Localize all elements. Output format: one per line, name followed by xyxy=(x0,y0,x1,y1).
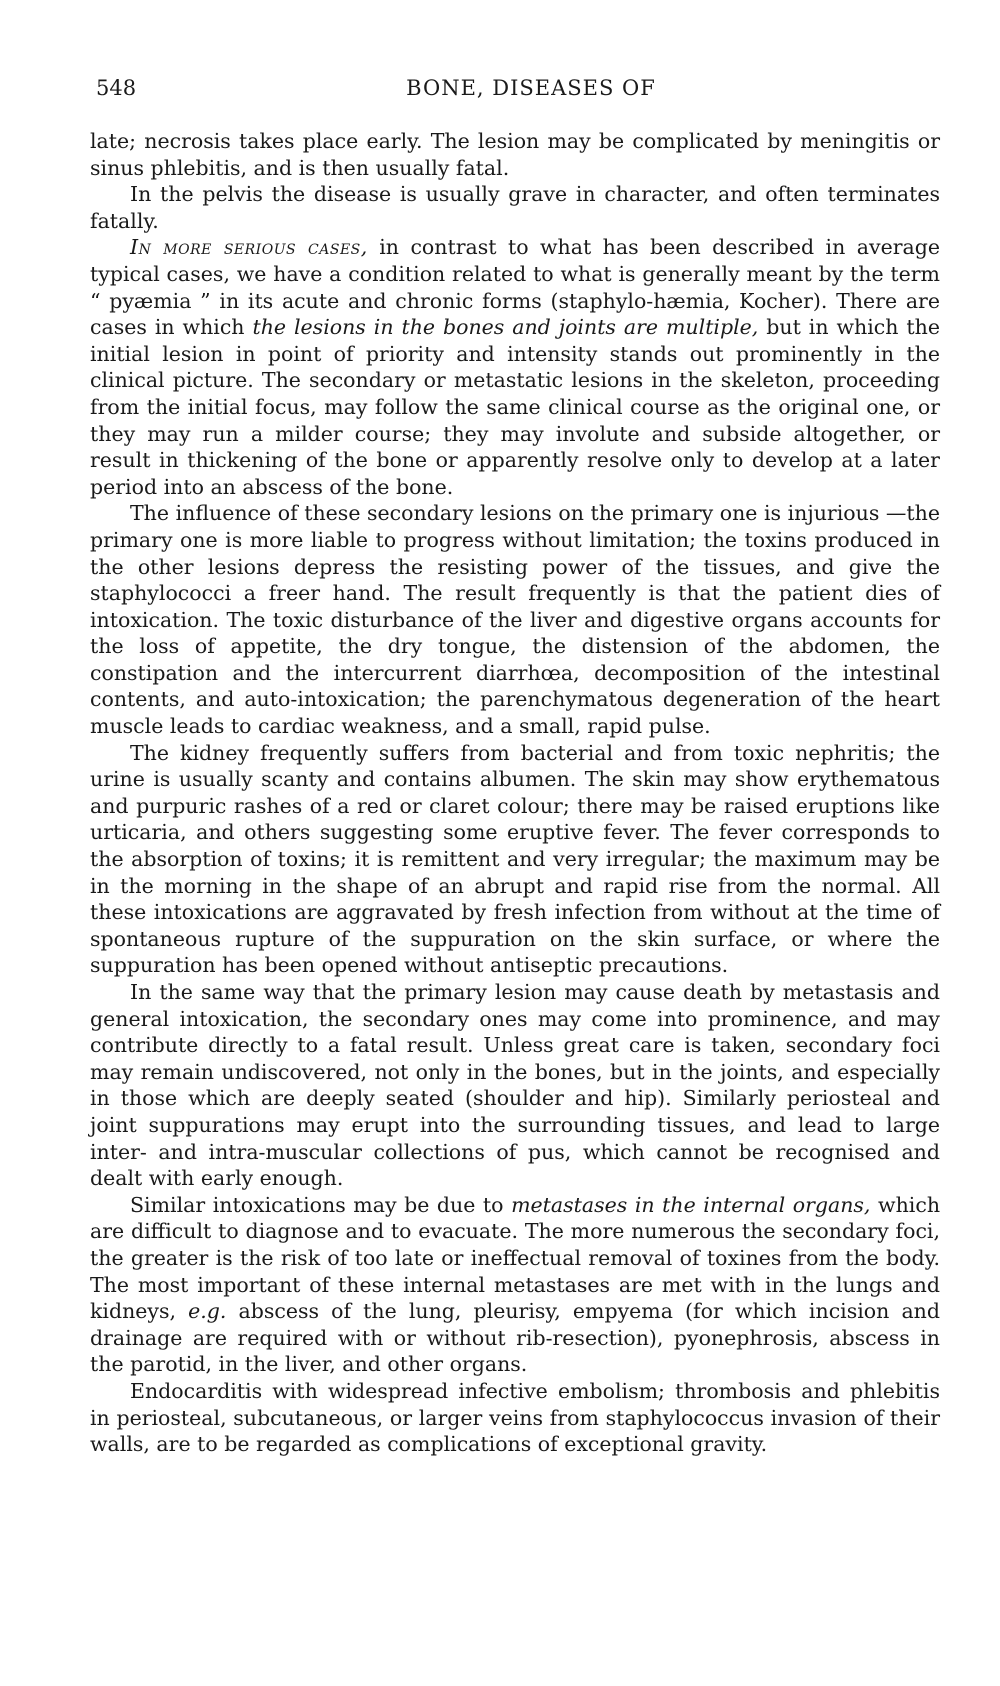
emphasized-text: the lesions in the bones and joints are multiple, xyxy=(252,315,759,340)
paragraph xyxy=(90,979,940,1192)
text-run: The influence of these secondary lesions on the primary one is injurious —the primary one is more liable to progress without limitation; the toxins produced in the other lesions depress the resisting power of the tissues, and give the staphylococci a freer hand. The result frequently is that the patient dies of intoxication. The toxic disturbance of the liver and digestive organs accounts for the loss of appetite, the dry tongue, the distension of the abdomen, the constipation and the intercurrent diarrhœa, decomposition of the intestinal contents, and auto-intoxication; the parenchymatous degeneration of the heart muscle leads to cardiac weakness, and a small, rapid pulse. xyxy=(90,501,940,739)
body-text xyxy=(90,128,940,1458)
paragraph xyxy=(90,740,940,979)
paragraph xyxy=(90,181,940,234)
emphasized-text: e.g. xyxy=(188,1299,227,1324)
text-run: which are difficult to diagnose and to evacuate. The more numerous the secondary foci, the greater is the risk of too late or ineffectual removal of toxines from the body. The most important of these internal metastases are met with in the lungs and kidneys, xyxy=(90,1192,941,1324)
paragraph xyxy=(90,500,940,739)
text-run: late; necrosis takes place early. The lesion may be complicated by meningitis or sinus phlebitis, and is then usually fatal. xyxy=(90,129,940,180)
text-run: In the pelvis the disease is usually grave in character, and often terminates fatally. xyxy=(90,182,940,233)
text-run: Endocarditis with widespread infective embolism; thrombosis and phlebitis in periosteal, subcutaneous, or larger veins from staphylococcus invasion of their walls, are to be regarded as complications of exceptional gravity. xyxy=(90,1378,940,1457)
text-run: Similar intoxications may be due to xyxy=(130,1192,512,1217)
page-number: 548 xyxy=(96,76,137,100)
emphasized-text: metastases in the internal organs, xyxy=(511,1192,871,1217)
text-run: In the same way that the primary lesion may cause death by metastasis and general intoxication, the secondary ones may come into prominence, and may contribute directly to a fatal result. Unless great care is taken, secondary foci may remain undiscovered, not only in the bones, but in the joints, and especially in those which are deeply seated (shoulder and hip). Similarly periosteal and joint suppurations may erupt into the surrounding tissues, and lead to large inter- and intra-muscular collections of pus, which cannot be recognised and dealt with early enough. xyxy=(90,980,940,1191)
text-run: The kidney frequently suffers from bacterial and from toxic nephritis; the urine is usually scanty and contains albumen. The skin may show erythematous and purpuric rashes of a red or claret colour; there may be raised eruptions like urticaria, and others suggesting some eruptive fever. The fever corresponds to the absorption of toxins; it is remittent and very irregular; the maximum may be in the morning in the shape of an abrupt and rapid rise from the normal. All these intoxications are aggravated by fresh infection from without at the time of spontaneous rupture of the suppuration on the skin surface, or where the suppuration has been opened without antiseptic precautions. xyxy=(90,740,940,978)
paragraph xyxy=(90,1378,940,1458)
running-head xyxy=(96,76,936,106)
paragraph xyxy=(90,234,940,500)
paragraph xyxy=(90,1192,940,1378)
emphasized-text: In more serious cases, xyxy=(130,235,368,260)
text-run: but in which the initial lesion in point of priority and intensity stands out prominently in the clinical picture. The secondary or metastatic lesions in the skeleton, proceeding from the initial focus, may follow the same clinical course as the original one, or they may run a milder course; they may involute and subside altogether, or result in thickening of the bone or apparently resolve only to develop at a later period into an abscess of the bone. xyxy=(90,315,940,499)
text-run: abscess of the lung, pleurisy, empyema (for which incision and drainage are required with or without rib-resection), pyonephrosis, abscess in the parotid, in the liver, and other organs. xyxy=(90,1299,940,1377)
text-run: in contrast to what has been described in average typical cases, we have a condition related to what is generally meant by the term “ pyæmia ” in its acute and chronic forms (staphylo-hæmia, Kocher). There are cases in which xyxy=(90,235,940,340)
paragraph xyxy=(90,128,940,181)
running-title: BONE, DISEASES OF xyxy=(406,76,656,100)
